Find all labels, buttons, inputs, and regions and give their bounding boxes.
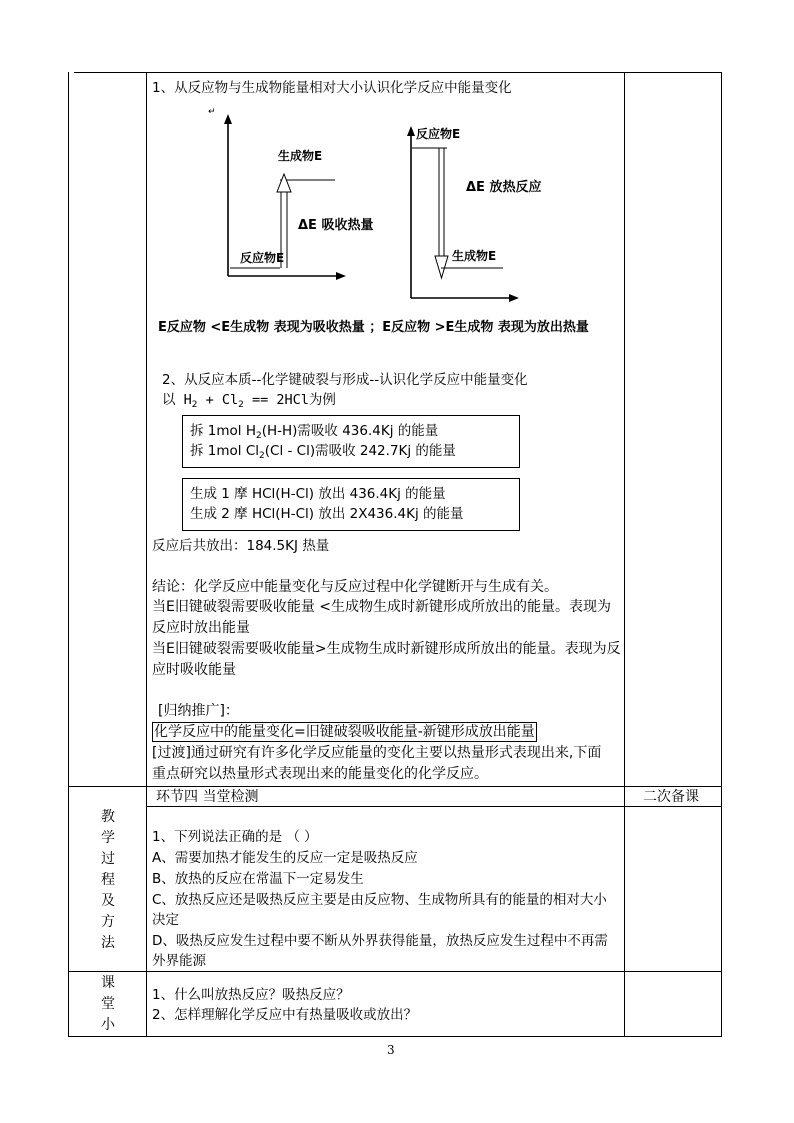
- option-a: A、需要加热才能发生的反应一定是吸热反应: [152, 850, 418, 866]
- table-border-left: [68, 72, 69, 1036]
- table-border-bottom: [68, 1036, 722, 1037]
- option-c-line-2: 决定: [152, 912, 179, 928]
- conclusion-line-4: 当E旧键破裂需要吸收能量>生成物生成时新键形成所放出的能量。表现为反: [152, 641, 621, 657]
- row2-header: 环节四 当堂检测: [156, 789, 259, 805]
- bond-forming-line-1: 生成 1 摩 HCl(H-Cl) 放出 436.4Kj 的能量: [190, 486, 446, 502]
- table-col-divider-2: [624, 72, 625, 1036]
- option-d-line-1: D、吸热反应发生过程中要不断从外界获得能量，放热反应发生过程中不再需: [152, 933, 608, 949]
- bond-breaking-line-2: 拆 1mol $Cl_2(Cl - Cl)$需吸收 242.7Kj 的能量: [190, 443, 456, 461]
- row3-left-char: 课: [101, 975, 115, 991]
- svg-text:↵: ↵: [208, 108, 216, 117]
- diagram-left-reactant-label: 反应物E: [240, 251, 285, 265]
- transition-line-2: 重点研究以热量形式表现出来的能量变化的化学反应。: [152, 766, 488, 782]
- row2-left-char: 过: [101, 851, 115, 867]
- row2-left-char: 程: [101, 872, 115, 888]
- option-d-line-2: 外界能源: [152, 953, 206, 969]
- transition-line-1: [过渡]通过研究有许多化学反应能量的变化主要以热量形式表现出来,下面: [152, 745, 602, 761]
- row2-left-char: 学: [101, 830, 115, 846]
- row3-left-char: 小: [101, 1017, 115, 1033]
- diagram-left-delta-label: ΔE 吸收热量: [298, 218, 374, 233]
- section2-example: 以 $H_2 + Cl_2 == 2HCl$为例: [162, 392, 336, 410]
- question-stem: 1、下列说法正确的是 （ ）: [152, 829, 318, 845]
- option-c-line-1: C、放热反应还是吸热反应主要是由反应物、生成物所具有的能量的相对大小: [152, 892, 607, 908]
- section1-heading: 1、从反应物与生成物能量相对大小认识化学反应中能量变化: [152, 80, 512, 96]
- diagram-left-product-label: 生成物E: [278, 149, 323, 163]
- diagram-right-product-label: 生成物E: [452, 249, 497, 263]
- conclusion-line-5: 应时吸收能量: [152, 662, 236, 678]
- review-question-2: 2、怎样理解化学反应中有热量吸收或放出？: [152, 1007, 418, 1023]
- diagram-right-delta-label: ΔE 放热反应: [466, 180, 542, 195]
- row2-left-char: 法: [101, 935, 115, 951]
- row2-left-char: 方: [101, 914, 115, 930]
- energy-diagram-endothermic: [200, 108, 350, 298]
- row2-left-char: 教: [101, 809, 115, 825]
- review-question-1: 1、什么叫放热反应？吸热反应？: [152, 987, 350, 1003]
- conclusion-line-2: 当E旧键破裂需要吸收能量 <生成物生成时新键形成所放出的能量。表现为: [152, 599, 612, 615]
- summary-boxed-formula: 化学反应中的能量变化=旧键破裂吸收能量-新键形成放出能量: [154, 724, 535, 740]
- option-b: B、放热的反应在常温下一定易发生: [152, 871, 364, 887]
- table-row-divider-2: [68, 971, 722, 972]
- diagram-right-reactant-label: 反应物E: [416, 127, 461, 141]
- row2-left-char: 及: [101, 893, 115, 909]
- table-border-right: [721, 72, 722, 1036]
- section2-heading: 2、从反应本质--化学键破裂与形成--认识化学反应中能量变化: [162, 372, 528, 388]
- summary-label: [归纳推广]：: [158, 703, 239, 719]
- conclusion-line-1: 结论：化学反应中能量变化与反应过程中化学键断开与生成有关。: [152, 579, 558, 595]
- bond-breaking-line-1: 拆 1mol $H_2(H-H)$需吸收 436.4Kj 的能量: [190, 423, 439, 441]
- row3-left-char: 堂: [101, 996, 115, 1012]
- page-number: 3: [387, 1043, 395, 1057]
- conclusion-line-3: 反应时放出能量: [152, 620, 250, 636]
- table-col-divider-1: [146, 72, 147, 1036]
- total-energy-released: 反应后共放出：184.5KJ 热量: [152, 538, 330, 554]
- energy-diagram-exothermic: [395, 118, 525, 308]
- energy-diagram-caption: E反应物 <E生成物 表现为吸收热量 ；E反应物 >E生成物 表现为放出热量: [158, 320, 589, 335]
- bond-forming-line-2: 生成 2 摩 HCl(H-Cl) 放出 2X436.4Kj 的能量: [190, 506, 464, 522]
- row2-right-header: 二次备课: [643, 789, 699, 805]
